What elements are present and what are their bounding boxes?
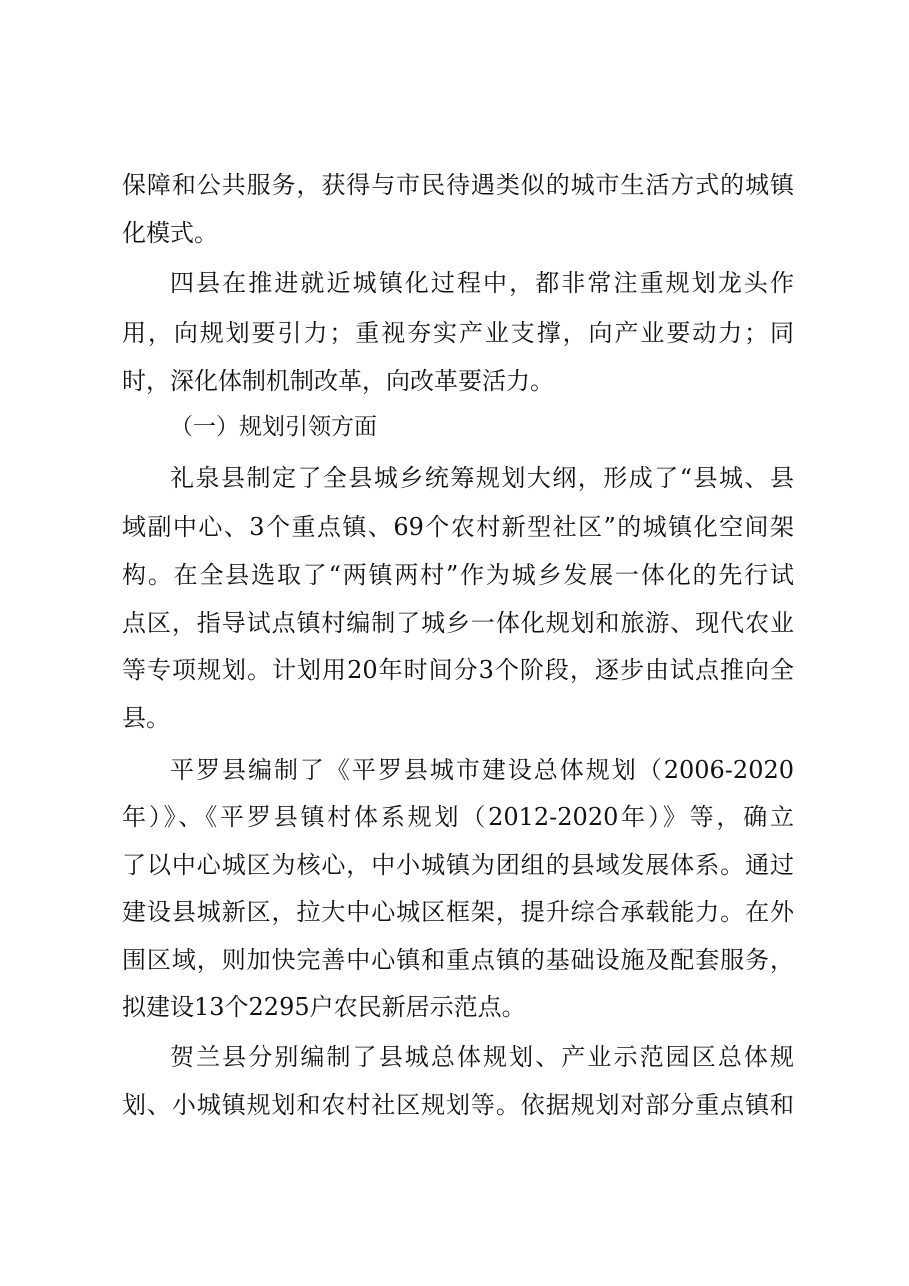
text-line: 点区，指导试点镇村编制了城乡一体化规划和旅游、现代农业 [122, 609, 794, 637]
text-line: 等专项规划。计划用20年时间分3个阶段，逐步由试点推向全 [122, 656, 794, 684]
text-line: 构。在全县选取了“两镇两村”作为城乡发展一体化的先行试 [122, 561, 794, 589]
text-line: 用，向规划要引力；重视夯实产业支撑，向产业要动力；同 [122, 319, 794, 347]
text-line: 围区域，则加快完善中心镇和重点镇的基础设施及配套服务， [122, 946, 794, 974]
text-line: 化模式。 [122, 219, 218, 247]
text-line: 四县在推进就近城镇化过程中，都非常注重规划龙头作 [170, 269, 794, 297]
text-line: 县。 [122, 704, 170, 732]
text-line: 年）》、《平罗县镇村体系规划（2012-2020年）》等，确立 [122, 803, 794, 831]
text-line: 贺兰县分别编制了县城总体规划、产业示范园区总体规 [170, 1043, 794, 1071]
section-heading: （一）规划引领方面 [170, 414, 377, 440]
text-line: 建设县城新区，拉大中心城区框架，提升综合承载能力。在外 [122, 898, 794, 926]
text-line: 时，深化体制机制改革，向改革要活力。 [122, 367, 554, 395]
text-line: 域副中心、3个重点镇、69个农村新型社区”的城镇化空间架 [122, 513, 794, 541]
text-line: 拟建设13个2295户农民新居示范点。 [122, 993, 526, 1021]
text-line: 平罗县编制了《平罗县城市建设总体规划（2006-2020 [170, 756, 794, 784]
text-line: 划、小城镇规划和农村社区规划等。依据规划对部分重点镇和 [122, 1091, 794, 1119]
text-line: 保障和公共服务，获得与市民待遇类似的城市生活方式的城镇 [122, 171, 794, 199]
text-line: 礼泉县制定了全县城乡统筹规划大纲，形成了“县城、县 [170, 464, 794, 492]
text-line: 了以中心城区为核心，中小城镇为团组的县域发展体系。通过 [122, 851, 794, 879]
